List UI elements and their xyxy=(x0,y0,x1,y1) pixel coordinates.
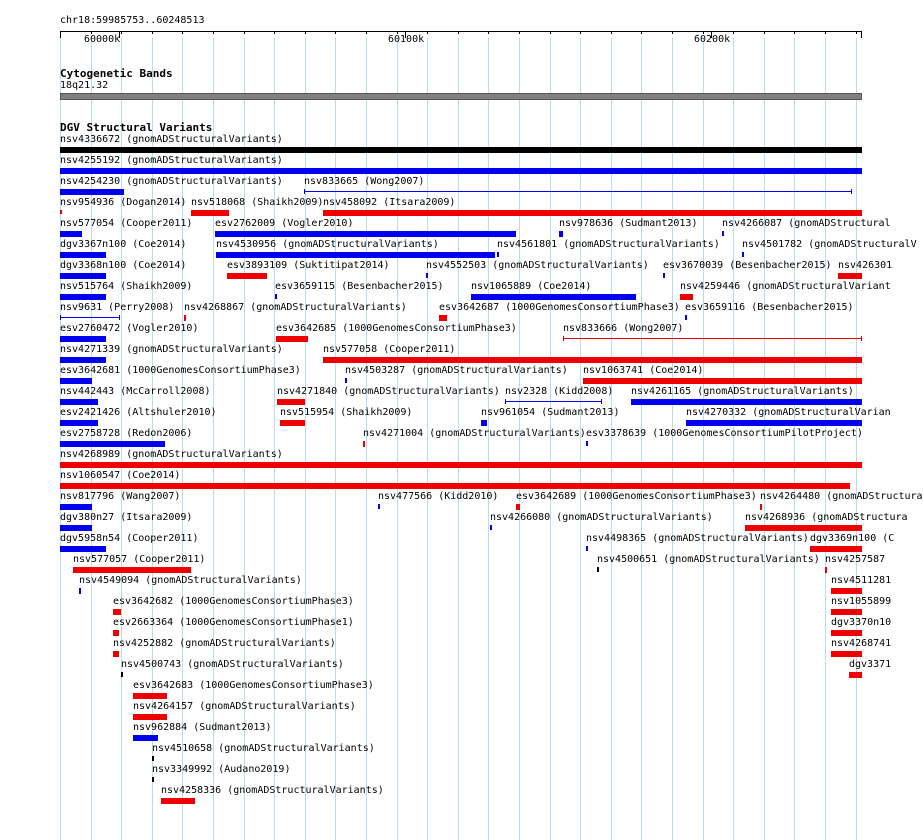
feature-label[interactable]: nsv4264480 (gnomADStructura xyxy=(760,491,923,502)
feature-label[interactable]: nsv4270332 (gnomADStructuralVarian xyxy=(686,407,891,418)
feature-label[interactable]: nsv1055899 xyxy=(831,596,892,607)
feature-bar[interactable] xyxy=(60,546,106,552)
feature-label[interactable]: nsv4561801 (gnomADStructuralVariants) xyxy=(497,239,720,250)
feature-bar[interactable] xyxy=(133,693,167,699)
feature-label[interactable]: nsv4271004 (gnomADStructuralVariants) xyxy=(363,428,586,439)
feature-bar[interactable] xyxy=(586,441,588,446)
ruler-edge-right xyxy=(861,31,862,38)
dgv-track-title: DGV Structural Variants xyxy=(60,121,213,134)
feature-bar[interactable] xyxy=(216,252,495,258)
ruler-minor-tick xyxy=(366,31,367,34)
feature-bar[interactable] xyxy=(79,588,81,594)
feature-bar[interactable] xyxy=(831,609,862,615)
feature-label[interactable]: esv3642689 (1000GenomesConsortiumPhase3) xyxy=(516,491,757,502)
feature-label[interactable]: nsv961054 (Sudmant2013) xyxy=(481,407,620,418)
feature-label[interactable]: nsv3349992 (Audano2019) xyxy=(152,764,291,775)
feature-bar[interactable] xyxy=(426,273,428,278)
feature-bar[interactable] xyxy=(121,672,123,677)
feature-bar[interactable] xyxy=(276,336,308,342)
feature-label[interactable]: dgv5958n54 (Cooper2011) xyxy=(60,533,199,544)
feature-bar[interactable] xyxy=(113,630,119,636)
feature-label[interactable]: esv3659115 (Besenbacher2015) xyxy=(275,281,444,292)
feature-bar[interactable] xyxy=(439,315,447,321)
feature-label[interactable]: esv2421426 (Altshuler2010) xyxy=(60,407,217,418)
feature-label[interactable]: nsv4510658 (gnomADStructuralVariants) xyxy=(152,743,375,754)
feature-label[interactable]: nsv577057 (Cooper2011) xyxy=(73,554,206,565)
feature-bar[interactable] xyxy=(60,210,62,214)
feature-label[interactable]: nsv1063741 (Coe2014) xyxy=(583,365,704,376)
ruler-minor-tick xyxy=(641,31,642,34)
feature-bar[interactable] xyxy=(60,504,92,510)
feature-bar[interactable] xyxy=(831,651,862,657)
feature-label[interactable]: nsv442443 (McCarroll2008) xyxy=(60,386,211,397)
ruler-minor-tick xyxy=(335,31,336,34)
feature-bar[interactable] xyxy=(363,441,365,447)
feature-label[interactable]: nsv4268936 (gnomADStructura xyxy=(745,512,908,523)
ruler-minor-tick xyxy=(580,31,581,34)
feature-bar[interactable] xyxy=(60,252,106,258)
feature-bar[interactable] xyxy=(191,210,229,216)
feature-bar[interactable] xyxy=(60,147,862,153)
feature-bar[interactable] xyxy=(505,401,602,402)
feature-bar-end xyxy=(861,336,862,341)
feature-bar[interactable] xyxy=(60,357,106,363)
ruler-minor-tick xyxy=(764,31,765,34)
feature-bar-end xyxy=(601,399,602,404)
feature-label[interactable]: nsv458092 (Itsara2009) xyxy=(323,197,456,208)
feature-label[interactable]: esv3659116 (Besenbacher2015) xyxy=(685,302,854,313)
feature-bar[interactable] xyxy=(563,338,862,339)
location-label: chr18:59985753..60248513 xyxy=(60,15,205,26)
ruler-tick-label: 60200k xyxy=(694,34,731,45)
feature-bar[interactable] xyxy=(378,504,380,509)
feature-bar[interactable] xyxy=(152,756,154,761)
feature-bar[interactable] xyxy=(152,777,154,782)
feature-label[interactable]: nsv515764 (Shaikh2009) xyxy=(60,281,193,292)
feature-label[interactable]: nsv4254230 (gnomADStructuralVariants) xyxy=(60,176,283,187)
feature-bar[interactable] xyxy=(60,168,862,174)
feature-bar-end xyxy=(60,315,61,320)
feature-bar[interactable] xyxy=(60,441,165,447)
feature-bar[interactable] xyxy=(60,378,92,384)
ruler-minor-tick xyxy=(244,31,245,34)
cytoband-label: 18q21.32 xyxy=(60,80,109,91)
ruler-minor-tick xyxy=(213,31,214,34)
feature-bar[interactable] xyxy=(60,399,98,405)
ruler-minor-tick xyxy=(152,31,153,34)
ruler-minor-tick xyxy=(794,31,795,34)
feature-label[interactable]: nsv4336672 (gnomADStructuralVariants) xyxy=(60,134,283,145)
feature-label[interactable]: nsv515954 (Shaikh2009) xyxy=(280,407,413,418)
feature-bar[interactable] xyxy=(663,273,665,278)
feature-bar[interactable] xyxy=(133,735,158,741)
feature-bar[interactable] xyxy=(680,294,693,300)
feature-label[interactable]: nsv2328 (Kidd2008) xyxy=(505,386,614,397)
ruler-minor-tick xyxy=(550,31,551,34)
feature-bar[interactable] xyxy=(60,336,106,342)
feature-label[interactable]: esv3642687 (1000GenomesConsortiumPhase3) xyxy=(439,302,680,313)
ruler-minor-tick xyxy=(458,31,459,34)
feature-label[interactable]: nsv962884 (Sudmant2013) xyxy=(133,722,272,733)
feature-label[interactable]: nsv4252882 (gnomADStructuralVariants) xyxy=(113,638,336,649)
feature-bar[interactable] xyxy=(323,357,862,363)
ruler-tick-label: 60000k xyxy=(84,34,121,45)
feature-label[interactable]: nsv1060547 (Coe2014) xyxy=(60,470,181,481)
feature-label[interactable]: nsv4255192 (gnomADStructuralVariants) xyxy=(60,155,283,166)
feature-label[interactable]: nsv4511281 xyxy=(831,575,892,586)
feature-bar[interactable] xyxy=(481,420,487,426)
ruler-minor-tick xyxy=(733,31,734,34)
cytoband-track-title: Cytogenetic Bands xyxy=(60,67,173,80)
feature-bar[interactable] xyxy=(60,483,850,489)
feature-bar[interactable] xyxy=(345,378,347,383)
gridline xyxy=(335,38,336,840)
feature-bar-end xyxy=(851,189,852,194)
feature-bar-end xyxy=(304,189,305,194)
feature-label[interactable]: nsv4271840 (gnomADStructuralVariants) xyxy=(277,386,500,397)
feature-bar[interactable] xyxy=(277,399,305,405)
feature-label[interactable]: esv2663364 (1000GenomesConsortiumPhase1) xyxy=(113,617,354,628)
feature-bar-end xyxy=(563,336,564,341)
feature-label[interactable]: esv2758728 (Redon2006) xyxy=(60,428,193,439)
feature-label[interactable]: esv3642683 (1000GenomesConsortiumPhase3) xyxy=(133,680,374,691)
feature-bar[interactable] xyxy=(745,525,862,531)
feature-label[interactable]: dgv3371 xyxy=(849,659,892,670)
feature-bar[interactable] xyxy=(831,588,862,594)
feature-label[interactable]: nsv4257587 xyxy=(825,554,886,565)
feature-bar-end xyxy=(505,399,506,404)
feature-bar[interactable] xyxy=(583,378,862,384)
feature-label[interactable]: nsv4266080 (gnomADStructuralVariants) xyxy=(490,512,713,523)
feature-bar[interactable] xyxy=(760,504,762,510)
feature-bar[interactable] xyxy=(280,420,305,426)
feature-label[interactable]: esv3642685 (1000GenomesConsortiumPhase3) xyxy=(276,323,517,334)
feature-bar[interactable] xyxy=(686,420,862,426)
ruler-minor-tick xyxy=(305,31,306,34)
cytoband-bar[interactable] xyxy=(60,93,862,100)
feature-label[interactable]: nsv978636 (Sudmant2013) xyxy=(559,218,698,229)
feature-label[interactable]: nsv4261165 (gnomADStructuralVariants) xyxy=(631,386,854,397)
ruler-tick-label: 60100k xyxy=(388,34,425,45)
feature-label[interactable]: nsv4549094 (gnomADStructuralVariants) xyxy=(79,575,302,586)
feature-bar[interactable] xyxy=(60,231,82,237)
feature-label[interactable]: nsv4500651 (gnomADStructuralVariants) xyxy=(597,554,820,565)
ruler-minor-tick xyxy=(611,31,612,34)
feature-bar[interactable] xyxy=(810,546,862,552)
feature-bar[interactable] xyxy=(586,546,588,551)
feature-label[interactable]: nsv817796 (Wang2007) xyxy=(60,491,181,502)
feature-label[interactable]: nsv1065889 (Coe2014) xyxy=(471,281,592,292)
feature-label[interactable]: nsv4552503 (gnomADStructuralVariants) xyxy=(426,260,649,271)
feature-bar[interactable] xyxy=(497,252,499,257)
ruler-minor-tick xyxy=(121,31,122,34)
feature-label[interactable]: esv3670039 (Besenbacher2015) xyxy=(663,260,832,271)
feature-label[interactable]: nsv477566 (Kidd2010) xyxy=(378,491,499,502)
feature-label[interactable]: esv2762009 (Vogler2010) xyxy=(215,218,354,229)
feature-label[interactable]: nsv4530956 (gnomADStructuralVariants) xyxy=(216,239,439,250)
feature-label[interactable]: nsv4264157 (gnomADStructuralVariants) xyxy=(133,701,356,712)
feature-label[interactable]: esv3642681 (1000GenomesConsortiumPhase3) xyxy=(60,365,301,376)
feature-label[interactable]: esv2760472 (Vogler2010) xyxy=(60,323,199,334)
feature-bar[interactable] xyxy=(471,294,636,300)
feature-label[interactable]: nsv4268867 (gnomADStructuralVariants) xyxy=(184,302,407,313)
feature-label[interactable]: nsv954936 (Dogan2014) xyxy=(60,197,187,208)
feature-label[interactable]: dgv3367n100 (Coe2014) xyxy=(60,239,187,250)
feature-bar[interactable] xyxy=(113,609,121,615)
feature-bar[interactable] xyxy=(133,714,167,720)
feature-bar[interactable] xyxy=(685,315,687,320)
ruler-minor-tick xyxy=(488,31,489,34)
feature-bar[interactable] xyxy=(490,525,492,530)
feature-bar[interactable] xyxy=(60,273,106,279)
feature-label[interactable]: esv3642682 (1000GenomesConsortiumPhase3) xyxy=(113,596,354,607)
feature-label[interactable]: nsv4266087 (gnomADStructural xyxy=(722,218,891,229)
feature-bar[interactable] xyxy=(161,798,195,804)
feature-label[interactable]: nsv833665 (Wong2007) xyxy=(304,176,425,187)
feature-bar[interactable] xyxy=(849,672,862,678)
ruler-axis xyxy=(60,31,862,32)
feature-label[interactable]: nsv426301 xyxy=(838,260,893,271)
feature-bar[interactable] xyxy=(60,317,120,318)
feature-bar[interactable] xyxy=(73,567,191,573)
feature-label[interactable]: nsv577058 (Cooper2011) xyxy=(323,344,456,355)
feature-bar[interactable] xyxy=(60,525,92,531)
feature-bar[interactable] xyxy=(742,252,744,257)
feature-label[interactable]: nsv4501782 (gnomADStructuralV xyxy=(742,239,917,250)
feature-bar[interactable] xyxy=(113,651,119,657)
feature-label[interactable]: dgv380n27 (Itsara2009) xyxy=(60,512,193,523)
feature-label[interactable]: dgv3369n100 (C xyxy=(810,533,895,544)
feature-label[interactable]: nsv4500743 (gnomADStructuralVariants) xyxy=(121,659,344,670)
feature-label[interactable]: nsv4268741 xyxy=(831,638,892,649)
feature-label[interactable]: nsv4268989 (gnomADStructuralVariants) xyxy=(60,449,283,460)
feature-bar[interactable] xyxy=(516,504,520,510)
feature-bar[interactable] xyxy=(831,630,862,636)
feature-label[interactable]: nsv4259446 (gnomADStructuralVariant xyxy=(680,281,891,292)
ruler-minor-tick xyxy=(182,31,183,34)
feature-label[interactable]: nsv9631 (Perry2008) xyxy=(60,302,175,313)
ruler-minor-tick xyxy=(856,31,857,34)
feature-bar[interactable] xyxy=(60,294,106,300)
feature-label[interactable]: dgv3368n100 (Coe2014) xyxy=(60,260,187,271)
ruler-minor-tick xyxy=(274,31,275,34)
feature-bar[interactable] xyxy=(184,315,186,321)
feature-label[interactable]: nsv4258336 (gnomADStructuralVariants) xyxy=(161,785,384,796)
gridline xyxy=(305,38,306,840)
feature-bar[interactable] xyxy=(60,462,862,468)
feature-label[interactable]: nsv577054 (Cooper2011) xyxy=(60,218,193,229)
feature-bar[interactable] xyxy=(559,231,563,237)
feature-label[interactable]: dgv3370n10 xyxy=(831,617,892,628)
feature-bar[interactable] xyxy=(825,567,827,573)
ruler-minor-tick xyxy=(60,31,61,34)
feature-label[interactable]: nsv518068 (Shaikh2009) xyxy=(191,197,324,208)
feature-bar[interactable] xyxy=(597,567,599,572)
ruler-minor-tick xyxy=(825,31,826,34)
feature-label[interactable]: nsv4271339 (gnomADStructuralVariants) xyxy=(60,344,283,355)
feature-bar[interactable] xyxy=(304,191,852,192)
feature-bar[interactable] xyxy=(275,294,277,299)
feature-bar-end xyxy=(119,315,120,320)
feature-bar[interactable] xyxy=(215,231,516,237)
ruler-minor-tick xyxy=(427,31,428,34)
feature-bar[interactable] xyxy=(722,231,724,236)
feature-label[interactable]: esv3893109 (Suktitipat2014) xyxy=(227,260,390,271)
feature-bar[interactable] xyxy=(631,399,862,405)
feature-label[interactable]: nsv833666 (Wong2007) xyxy=(563,323,684,334)
ruler-minor-tick xyxy=(672,31,673,34)
feature-bar[interactable] xyxy=(323,210,862,216)
feature-label[interactable]: nsv4498365 (gnomADStructuralVariants) xyxy=(586,533,809,544)
feature-bar[interactable] xyxy=(227,273,267,279)
feature-label[interactable]: nsv4503287 (gnomADStructuralVariants) xyxy=(345,365,568,376)
feature-label[interactable]: esv3378639 (1000GenomesConsortiumPilotProject) xyxy=(586,428,863,439)
feature-bar[interactable] xyxy=(838,273,862,279)
feature-bar[interactable] xyxy=(60,420,98,426)
ruler-minor-tick xyxy=(519,31,520,34)
feature-bar[interactable] xyxy=(60,189,124,195)
